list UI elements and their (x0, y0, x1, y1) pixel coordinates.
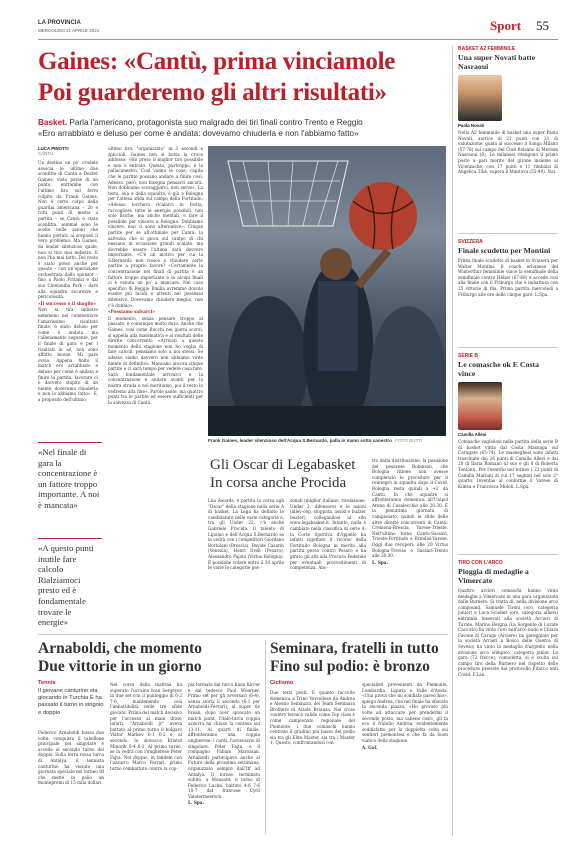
arnaboldi-text-b: Nel corso della mattina ha superato l'ucraino Ivan Sergeyev in due set con il punteggio di 6-2 7-6, mantenendo così l'imbattibilità nelle tre sfide giocate. Prima del match decisivo per l'accesso al main draw, infatti, "Arnaboldi jr" aveva battuto al primo turno il bulgaro Viktor Markov 6-1 6-2 e, al secondo, lo slovacco Kristof Minarik 6-4 6-2. Al primo turno, se la vedrà con l'ungherese Peter Fajta. Nel doppio, in tandem con l'azzurro Marco Ferrari, primo turno combattuto contro la cop- (110, 682, 182, 771)
sidebar-rule-1 (458, 233, 558, 234)
sidebar-photo-3 (458, 382, 502, 430)
masthead (38, 18, 558, 40)
sidebar-head-2: Finale scudetto per Montini (458, 246, 551, 255)
caption-text: Frank Gaines, leader silenzioso dell'Acqua S.Bernardo, palla in mano sotto canestro (208, 438, 392, 443)
sidebar-rule-2 (458, 347, 558, 348)
caption-credit: FOTO BUTTI (395, 438, 423, 443)
sidebar-kicker-3: SERIE B (458, 353, 479, 359)
main-sub-line-2: «Ero arrabbiato e deluso per come è andata: dovevamo chiuderla e non l'abbiamo fatto» (38, 129, 359, 138)
main-col-1 (38, 160, 98, 436)
divider-vertical-bottom (265, 640, 266, 834)
seminara-headline-line-2: Fino sul podio: è bronzo (270, 658, 430, 675)
oscar-signature: L. Spa. (372, 559, 388, 565)
divider-horizontal (38, 634, 448, 635)
oscar-text-b: sonali (miglior italiano, rivelazione, Under 2, difensore) e le azioni (alley-oop, stoppata, assist e buzzer beater), collegandosi al sito www.legabasket.it. Intanto, nulla è cambiato nella classifica di serie A: la Corte Sportiva d'Appello ha infatti rigettato il ricorso della Fortitudo Bologna in merito alla partita persa contro Pesaro e ha girato gli atti alla Procura Federale per eventuali provvedimenti di competenza. Anc- (290, 498, 366, 571)
sidebar (458, 46, 558, 836)
basketball-scene (208, 146, 446, 436)
arnaboldi-headline (38, 640, 258, 676)
section-name: Sport (490, 18, 522, 33)
main-headline-line-2: Poi guarderemo gli altri risultati» (38, 79, 387, 106)
arnaboldi-signature: L. Spa. (188, 800, 204, 806)
sidebar-caption-1: Paola Novati (458, 123, 485, 128)
oscar-headline-line-2: In corsa anche Procida (210, 475, 347, 491)
main-col-2 (108, 146, 203, 628)
sidebar-rule-3 (458, 554, 558, 555)
seminara-col-1 (270, 690, 355, 834)
arnaboldi-col-3 (188, 682, 260, 834)
sidebar-text-2: Prima finale scudetto di basket in Svizzera per Walter Montini. Il coach erbanese del Winterthur femminile vince la semifinale della semifinale contro Hélios (87-69) e accede così alla finale con il Friburgo che è imbattuta con 25 vittorie di fila. Prima partita mercoledì a Friburgo alle ore delle cinque gare. L.Spa. (458, 258, 558, 297)
seminara-kicker: Ciclismo (270, 680, 294, 686)
seminara-headline (270, 640, 450, 676)
arnaboldi-headline-line-1: Arnaboldi, che momento (38, 640, 203, 657)
oscar-text-a: Lba Awards, è partita la corsa agli "Oscar" della stagione nella serie A di basket. La Lega ha definito le candidature nelle varie categorie e, tra gli Under 22, c'è anche Gabriele Procida. Il talento di Lipomo e dell'Acqua S.Bernardo se la vedrà con i competitori Giordano Bortolani (Brescia), Davide Casarin (Venezia), Henri Drell (Pesaro), Alessandro Pajola (Virtus Bologna). È possibile votare entro il 30 aprile le varie le categorie per- (208, 498, 284, 571)
main-col-1-text-b: Non si tira indietro nemmeno nel commentare l'amarissimo risultato finale: è stato deluso per come è andata ma l'allenamento seguente, per il finale di gara e per i risultati in sé, non sono affatto buone. Mi pare ovvio. Appena finito il match ero arrabbiato e deluso per come è andata e finire la partita, lavorare ci è davvero stupito di un niente, dovevamo chiuderla e non lo abbiamo fatto». E, a proposito dell'ultimo, (38, 307, 98, 402)
main-col-2-sub: «Possiamo salvarci» (108, 309, 155, 315)
sidebar-kicker-4: TIRO CON L'ARCO (458, 560, 503, 566)
main-headline (38, 46, 448, 108)
sidebar-text-3: Comasche vagliolosi nella partita della serie B di basket vinta dal Costa Masnaga sul Carugate (65-74). Le masneghesi sono infatti trascinate dai 26 punti di Camilla Allevi e dai 20 di Ilaria Romanò (il suo è gli 8 di Roberta Tontoni). Per l'esordio nel torneo i 22 punti di Camilla Mariani di cui 17 segnati nel solo 2° quarto. Inventas al conforme il Varese di Kiinea e Francesca Midoli. L.Spa. (458, 439, 558, 489)
seminara-signature: A. Gaf. (362, 744, 378, 750)
main-sub-line-1: Parla l'americano, protagonista suo malgrado dei tiri finali contro Trento e Reggio (69, 118, 363, 127)
issue-date: MERCOLEDÌ 21 APRILE 2021 (38, 28, 100, 33)
sidebar-head-3: Le comasche ok E Costa vince (458, 360, 539, 378)
main-photo (208, 146, 446, 436)
page-number: 55 (536, 18, 549, 33)
sidebar-kicker-1: BASKET A2 FEMMINILE (458, 46, 516, 52)
arnaboldi-kicker: Tennis (38, 680, 56, 686)
oscar-headline-line-1: Gli Oscar di Legabasket (210, 457, 356, 473)
byline-place: CANTÙ (38, 151, 54, 156)
arnaboldi-text-a: Federico Arnaboldi bussa due volte: conquista il tabellone principale nel singolare e accede al secondo turno del doppio. Sulla terra rossa turca di Antalya, il tennista canturino ha vissuto una giornata speciale nel torneo Itf che mette in palio un montepremi di 15 mila dollari. (38, 730, 104, 786)
main-photo-caption (208, 438, 446, 444)
oscar-col-2 (290, 498, 366, 628)
byline-author: LUCA PINOTTI (38, 146, 69, 151)
masthead-rule (38, 39, 558, 40)
arnaboldi-text-c: pia formata dal turco Kaan Kircer e dal tedesco Paul Woerner. Primo set per gli avversari (6-4), senza storia il secondo (6-1 per Arnaboldi-Ferrari), al super tie break, dopo aver sprecato un match point, l'italo-turca coppia azzurra ha chiuso la contesa sul 13-11. Ai quarti di finale, affronteranno una coppia ungherese: i cardi, l'avversario di singolare, Peter Fajta, e il compagno Fabian Marozsan. Arnaboldi partecipava anche al Future della prossima settimana, organizzato sempre dall'Itf ad Antalya. Il torneo terminato subito, a Monastir, il turno di Federico Lucini, battuto 4-6 7-6 10-7 dal francese Cyril Vandermeersch. (188, 682, 260, 799)
seminara-col-2 (362, 682, 448, 834)
oscar-col-1 (208, 498, 284, 628)
arnaboldi-sub: Il giovane canturino sta giocando in Turchia E ha passato il turno in singolo e doppio (38, 688, 104, 716)
main-col-2-text-b: Il momento, senza pensare troppo al passato, è comunque molto duro. Anche che Gaines, così come Bucchi nei giorni scorsi, si appella alla matematica e ai risultati delle dirette concorrenti: «Arrivati a questo momento della stagione non ho voglia di fare calcoli, pensiamo solo a noi stessi. Se adesso siamo davvero non abbiamo vinto niente di definitivo. Mancano ancora cinque partite e ci sarà tempo per vedere cosa fare. Sarà fondamentale arrivarci e la concentrazione e andare avanti per la nostra strada e noi meritiamo, poi il resto lo vedremo alla fine». Parole sante, ma quattro punti tra le partite ed essere sufficienti per la salvezza di Cantù. (108, 315, 203, 405)
oscar-col-3 (372, 458, 448, 628)
pull-quote-1: «Nel finale di gara la concentrazione è un fattore troppo importante. A noi è mancata» (38, 442, 102, 511)
oscar-text-c: tro della distribuzione, la posizione del pesarese Robinson, che Bologna ritiene non avesse completato le procedure per il reintegro in squadra dopo il Covid. Bologna resta quindi a +2 da Cantù. In che squadre si affronteranno domenica all'Unipol Arena di Casalecchio alle 20.30. È la penultima giornata di campionato, quindi le sfide delle altre dirette concorrenti di Cantù: Cremona-Brescia, Varese-Trieste. Nell'ultimo turno Cantù-Sassari, Trieste-Fortitudo e Brindisi-Varese. Oggi due recuperi: alle 20 Virtus Bologna-Treviso e Sassari-Trento alle 20.30. (372, 458, 448, 559)
main-col-2-text: ultimo tiro, "organizzato" in 3 secondi e spiccioli, Gaines non si butta la croce addosso: «Ho preso il miglior tiro possibile e non è entrato. Questa, purtroppo, è la pallacanestro. Così vanno le cose, capita che le partite possano andare a finire così. Adesso, però, non bisogna pensarci ancora. Non dobbiamo scoraggiarci, non serve». La testa, sua e della squadra, è già a Bologna per l'attesa sfida sul campo della Fortitudo: «Adesso torcherà ricalarci in fretta, raccogliere tutte le energie possibili, non solo fisiche, ma anche mentali, e fare il possibile per vincere a Bologna. Dobbiamo vincere, non ci sono alternative». Cinque partite per se all'ottimale per Cantù: la salvezza che si gioca sul campo di chi nessuno in occasione grandi scalate, ma dovrebbe essere l'ultima sarà davvero importante. «C'è un motivo per cui la S.Bernardo non riesce a chiudere certe partite a proprio favore? «Certamente la concentrazione nei finali di partita è un fattore troppo importante e in alcuni finali ci è venuta un po' a mancare. Nel caso specifico di Reggio Emilia avremmo dovuto essere più lucidi e attenti nel possesso difensivo. Dovevamo chiudere meglio, non c'è dubbio». (108, 146, 203, 308)
seminara-text-b: specialisti provenienti da Piemonte, Lombardia, Liguria e Valle d'Aosta. «Una prova che mi soddisfa parecchio», spiega Andrea, che nel finale ha sfiorato la seconda piazza. «Ho provato più volte ad attaccare per prendermi il secondo posto, ma vabene così», gli fa eco il fratello Andrea, evidentemente soddisfatto per la doppietta colta sui sentieri piemontesi e che fa da buon viatico della stagione. (362, 682, 448, 743)
seminara-text-a: Due terzi posti. È quanto raccolto domenica a Trino Vercellese da Andrea e Alessio Seminara, dei Team Seminara Brothers di Alzate Brianza. Nel cross country tecnico valido come Top class e come campionato regionale del Piemonte, i due comaschi hanno centrato il gradino più basso del podio sia tra gli Elite Master, sia tra i Master 1. Questo, confrontandosi con (270, 690, 355, 746)
sidebar-caption-3: Camilla Allevi (458, 432, 487, 437)
sidebar-photo-1 (458, 75, 502, 121)
sidebar-head-4: Pioggia di medaglie a Vimercate (458, 567, 529, 585)
main-headline-line-1: Gaines: «Cantù, prima vinciamole (38, 48, 396, 75)
arnaboldi-headline-line-2: Due vittorie in un giorno (38, 658, 202, 675)
arnaboldi-col-2 (110, 682, 182, 834)
arnaboldi-col-1 (38, 730, 104, 834)
pull-quote-2: «A questo punti inutile fare calcolo Rialziamoci presto ed è fondamentale trovare le energie» (38, 538, 102, 628)
main-kicker: Basket. (38, 118, 68, 127)
sidebar-divider (452, 46, 453, 836)
sidebar-kicker-2: SVIZZERA (458, 239, 483, 245)
sidebar-text-1: Nella A2 femminile di basket una super Paola Novati, autrice di 21 punti con 31 di valutazione, guida al successo il Sanga Milano (57-78) sul campo del Club Bolzano di Meriem Nasraoui (8). Le milanesi ritengono il primo posto a pari merito del girone insieme al Vicenzache, con 17 punti e 11 rimbalzi di Angelica Tibè, supera il Mantova (55-49). Nal. (458, 130, 558, 175)
sidebar-head-1: Una super Novati batte Nasraoui (458, 53, 536, 71)
byline (38, 146, 98, 156)
main-subheadline (38, 117, 448, 139)
main-col-1-sub: «Il successo è il sbaglio» (38, 300, 97, 306)
sidebar-text-4: Quattro arcieri comaschi hanno vinto medaglie a Vimercate in una gara organizzata dalle Burnero. Si tratta di, nella divisione arco compound, Samuele Tironi (oro, categoria junior) e Luca Scuderi (oro, categoria allievi) entrambi tesserati alla società Arcieri di Turate. Marino Bergna (La Sorgente di Lurate Caccivio) ha vinto l'oro nell'arco nudo e Chiara Favone di Carugo (Arciere) ha gareggiato per la società Arcieri a Bosco delle Querce di Seveso) ha vinto la medaglia d'argento nella divisione arco olimpico, categoria junior. La gara (72 frecce), comodetta, si è svolta sul campo tiro della Burnero nel rispetto delle procedure previste dal protocollo Fitarco anti Covid. F.Lan. (458, 588, 558, 677)
main-col-1-text: Un destino un po' crudele associa le ultime due sconfitte di Cantù a Dexter Gaines, visto perse di un punto, entrambe con l'ultimo tiro sul ferro colpito da Frank Gaines. Non è certo colpa della guardia americana – 20 e rotti punti di media a partita – se Cantù è stata sconfitta, semmai sono le scelte nelle azioni che hanno portato ai sorpassi il vero problema. Ma Gaines, da leader silenzioso quale, non si tira mai indietro. E non l'ha mai fatto. Del resto è stato preso anche per questo – con un'operazione orchestrata dallo sponsor – fino a Paolo Fritanzi e dal suo Cinelandia Park – dare alla squadra sicurezze e pericolosità. (38, 160, 98, 300)
paper-name: LA PROVINCIA (38, 20, 81, 26)
seminara-headline-line-1: Seminara, fratelli in tutto (270, 640, 439, 657)
